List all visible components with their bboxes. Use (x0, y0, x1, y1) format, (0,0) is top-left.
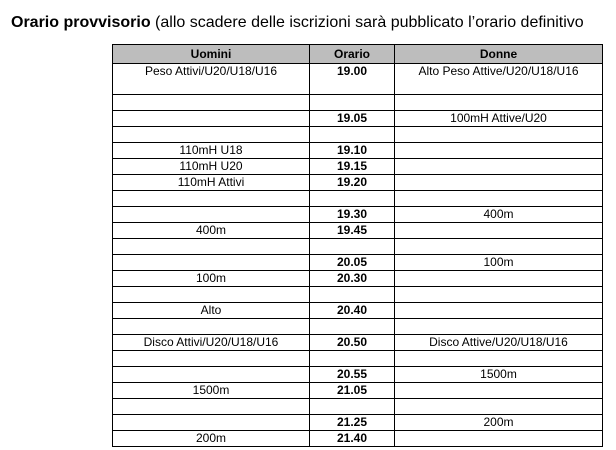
cell-orario: 19.10 (310, 143, 395, 159)
cell-uomini (113, 287, 310, 303)
cell-donne: 1500m (395, 367, 603, 383)
cell-orario (310, 351, 395, 367)
cell-donne: 100mH Attive/U20 (395, 111, 603, 127)
cell-donne (395, 399, 603, 415)
cell-uomini (113, 255, 310, 271)
cell-orario: 19.45 (310, 223, 395, 239)
cell-donne (395, 95, 603, 111)
cell-orario: 19.30 (310, 207, 395, 223)
table-row (113, 223, 603, 239)
cell-orario (310, 191, 395, 207)
cell-orario: 19.05 (310, 111, 395, 127)
table-row (113, 175, 603, 191)
cell-donne (395, 319, 603, 335)
table-row (113, 335, 603, 351)
cell-orario: 19.15 (310, 159, 395, 175)
schedule-table (112, 44, 603, 447)
cell-orario: 20.30 (310, 271, 395, 287)
cell-donne (395, 351, 603, 367)
table-row (113, 303, 603, 319)
table-row (113, 319, 603, 335)
cell-donne: Alto Peso Attive/U20/U18/U16 (395, 64, 603, 95)
table-row (113, 255, 603, 271)
cell-orario: 20.40 (310, 303, 395, 319)
page-heading (11, 14, 584, 32)
cell-uomini (113, 351, 310, 367)
cell-orario (310, 319, 395, 335)
table-row (113, 159, 603, 175)
cell-donne (395, 143, 603, 159)
cell-uomini (113, 239, 310, 255)
cell-uomini: 400m (113, 223, 310, 239)
cell-orario (310, 127, 395, 143)
cell-uomini (113, 367, 310, 383)
heading-bold: Orario provvisorio (11, 14, 151, 31)
cell-donne: 200m (395, 415, 603, 431)
cell-orario: 20.55 (310, 367, 395, 383)
cell-uomini: 200m (113, 431, 310, 447)
cell-orario (310, 287, 395, 303)
header-uomini: Uomini (113, 45, 310, 64)
cell-uomini: 110mH U18 (113, 143, 310, 159)
cell-donne (395, 223, 603, 239)
table-row (113, 415, 603, 431)
table-row (113, 64, 603, 95)
table-row (113, 287, 603, 303)
header-donne: Donne (395, 45, 603, 64)
table-row (113, 383, 603, 399)
header-orario: Orario (310, 45, 395, 64)
table-row (113, 399, 603, 415)
table-row (113, 191, 603, 207)
cell-orario (310, 95, 395, 111)
cell-donne (395, 127, 603, 143)
table-row (113, 111, 603, 127)
cell-donne (395, 175, 603, 191)
cell-uomini (113, 127, 310, 143)
table-row (113, 431, 603, 447)
cell-uomini (113, 95, 310, 111)
cell-donne (395, 239, 603, 255)
table-row (113, 207, 603, 223)
cell-uomini: Alto (113, 303, 310, 319)
schedule-body (113, 64, 603, 447)
cell-uomini (113, 415, 310, 431)
cell-donne (395, 431, 603, 447)
heading-note: (allo scadere delle iscrizioni sarà pubblicato l’orario definitivo (150, 14, 584, 31)
table-row (113, 127, 603, 143)
cell-donne: 400m (395, 207, 603, 223)
cell-donne (395, 303, 603, 319)
cell-orario: 20.05 (310, 255, 395, 271)
cell-uomini (113, 399, 310, 415)
cell-uomini: 110mH U20 (113, 159, 310, 175)
cell-uomini: 100m (113, 271, 310, 287)
cell-donne: Disco Attive/U20/U18/U16 (395, 335, 603, 351)
table-row (113, 367, 603, 383)
cell-donne (395, 271, 603, 287)
cell-donne (395, 287, 603, 303)
cell-orario: 20.50 (310, 335, 395, 351)
cell-uomini (113, 191, 310, 207)
cell-uomini (113, 207, 310, 223)
cell-orario: 19.20 (310, 175, 395, 191)
cell-uomini: 110mH Attivi (113, 175, 310, 191)
table-row (113, 351, 603, 367)
cell-orario (310, 239, 395, 255)
cell-orario (310, 399, 395, 415)
cell-uomini: Disco Attivi/U20/U18/U16 (113, 335, 310, 351)
cell-orario: 19.00 (310, 64, 395, 95)
cell-uomini (113, 111, 310, 127)
cell-donne (395, 159, 603, 175)
cell-orario: 21.25 (310, 415, 395, 431)
table-row (113, 239, 603, 255)
cell-uomini: 1500m (113, 383, 310, 399)
table-row (113, 271, 603, 287)
table-row (113, 95, 603, 111)
cell-donne (395, 383, 603, 399)
cell-uomini: Peso Attivi/U20/U18/U16 (113, 64, 310, 95)
cell-uomini (113, 319, 310, 335)
cell-orario: 21.05 (310, 383, 395, 399)
header-row (113, 45, 603, 64)
cell-donne: 100m (395, 255, 603, 271)
table-row (113, 143, 603, 159)
cell-donne (395, 191, 603, 207)
cell-orario: 21.40 (310, 431, 395, 447)
